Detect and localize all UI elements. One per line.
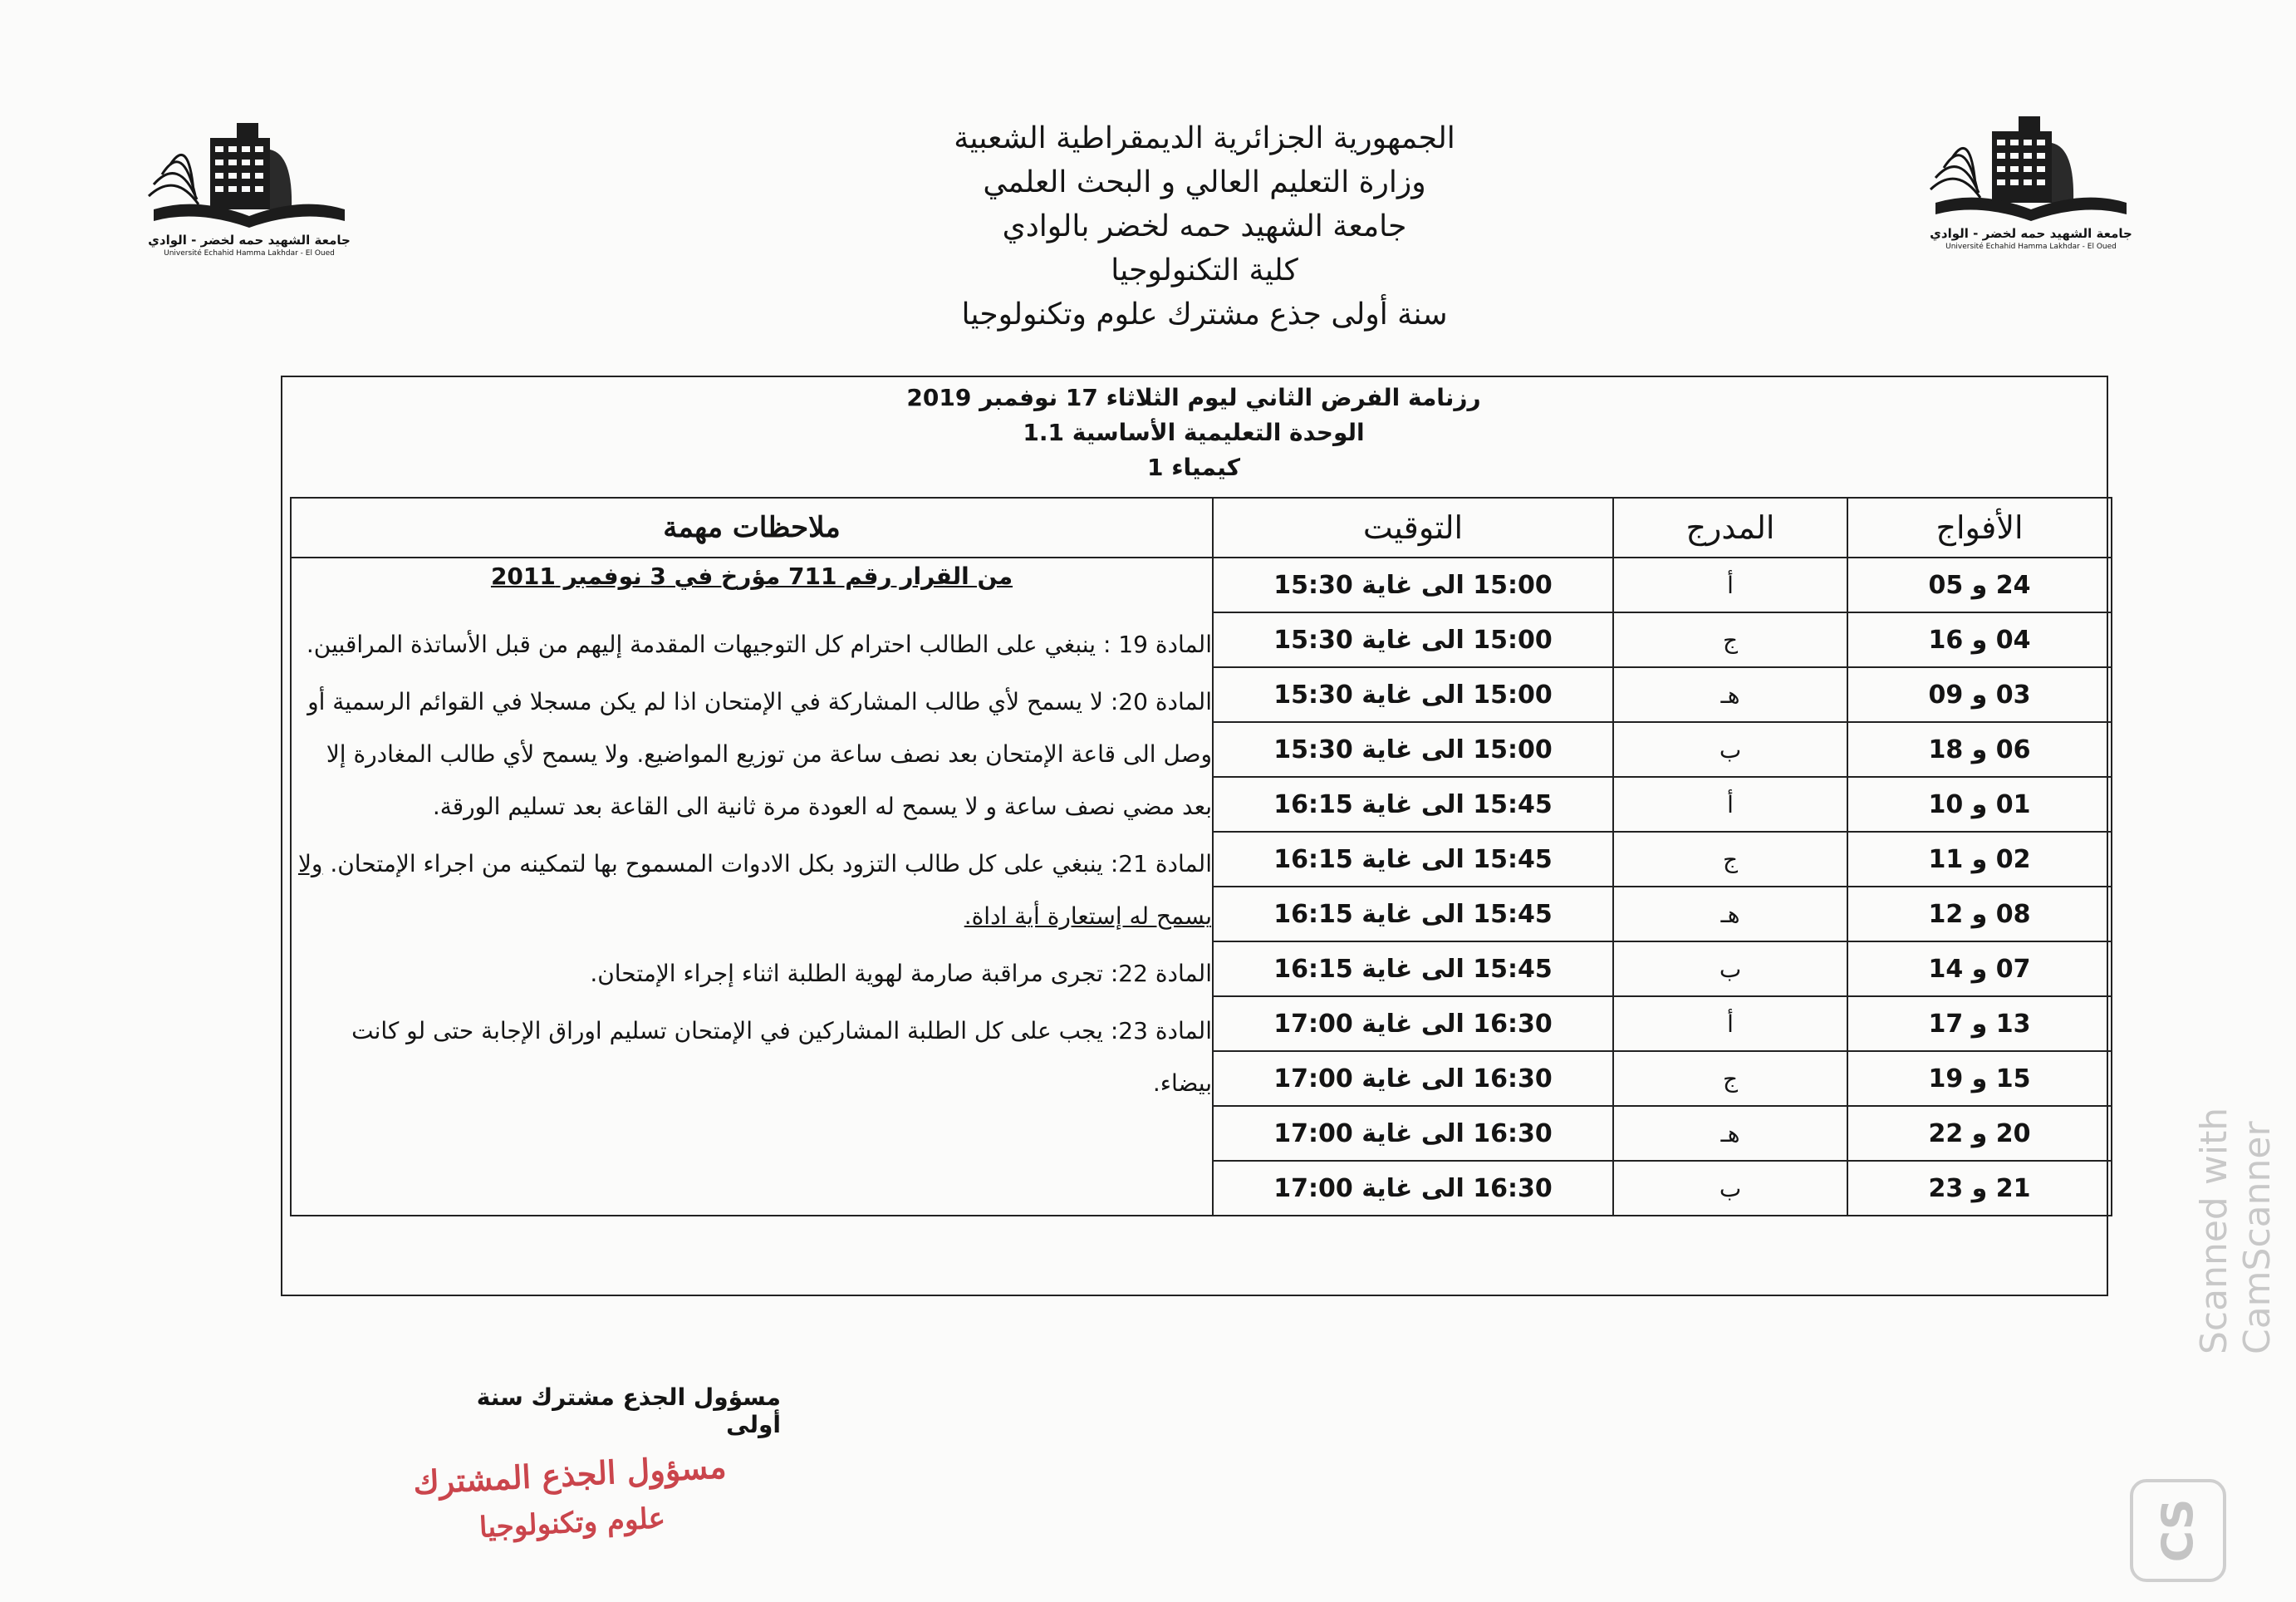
header-hall: المدرج bbox=[1613, 498, 1847, 558]
time-cell: 16:30 الى غاية 17:00 bbox=[1213, 1051, 1613, 1106]
article-21-underlined: ولا يسمح له إستعارة أية اداة. bbox=[297, 850, 1212, 930]
hall-cell: هـ bbox=[1613, 887, 1847, 941]
signer-title: مسؤول الجذع مشترك سنة أولى bbox=[476, 1383, 781, 1438]
university-logo-right bbox=[1927, 110, 2135, 259]
article-22: المادة 22: تجرى مراقبة صارمة لهوية الطلبة اثناء إجراء الإمتحان. bbox=[590, 960, 1212, 987]
time-cell: 16:30 الى غاية 17:00 bbox=[1213, 996, 1613, 1051]
camscanner-logo-icon bbox=[2130, 1479, 2226, 1582]
time-cell: 15:00 الى غاية 15:30 bbox=[1213, 722, 1613, 777]
groups-cell: 01 و 10 bbox=[1847, 777, 2112, 832]
article-19: المادة 19 : ينبغي على الطالب احترام كل التوجيهات المقدمة إليهم من قبل الأساتذة المراقبين. bbox=[306, 631, 1212, 658]
header-ministry: وزارة التعليم العالي و البحث العلمي bbox=[983, 165, 1426, 199]
schedule-title: رزنامة الفرض الثاني ليوم الثلاثاء 17 نوفمبر 2019 bbox=[906, 384, 1481, 411]
university-logo-left bbox=[145, 116, 353, 266]
groups-cell: 13 و 17 bbox=[1847, 996, 2112, 1051]
hall-cell: أ bbox=[1613, 777, 1847, 832]
schedule-subject: كيمياء 1 bbox=[1147, 454, 1240, 481]
header-republic: الجمهورية الجزائرية الديمقراطية الشعبية bbox=[954, 121, 1455, 155]
official-stamp bbox=[378, 1440, 766, 1576]
watermark-line-2: CamScanner bbox=[2236, 1121, 2279, 1354]
hall-cell: ب bbox=[1613, 722, 1847, 777]
header-faculty: كلية التكنولوجيا bbox=[1111, 253, 1298, 287]
logo-caption-arabic: جامعة الشهيد حمه لخضر - الوادي bbox=[1930, 226, 2132, 241]
groups-cell: 02 و 11 bbox=[1847, 832, 2112, 887]
hall-cell: ب bbox=[1613, 941, 1847, 996]
time-cell: 15:00 الى غاية 15:30 bbox=[1213, 667, 1613, 722]
logo-caption-french: Université Echahid Hamma Lakhdar - El Oued bbox=[1945, 243, 2117, 251]
logo-caption-arabic: جامعة الشهيد حمه لخضر - الوادي bbox=[148, 233, 351, 248]
hall-cell: ج bbox=[1613, 1051, 1847, 1106]
stamp-line-2: علوم وتكنولوجيا bbox=[478, 1501, 666, 1545]
groups-cell: 06 و 18 bbox=[1847, 722, 2112, 777]
notes-reference: من القرار رقم 711 مؤرخ في 3 نوفمبر 2011 bbox=[490, 563, 1013, 590]
table-row bbox=[291, 558, 2112, 612]
hall-cell: ج bbox=[1613, 612, 1847, 667]
time-cell: 16:30 الى غاية 17:00 bbox=[1213, 1161, 1613, 1216]
article-21-text: المادة 21: ينبغي على كل طالب التزود بكل الادوات المسموح بها لتمكينه من اجراء الإمتحان. bbox=[330, 850, 1212, 877]
groups-cell: 21 و 23 bbox=[1847, 1161, 2112, 1216]
logo-caption-french: Université Echahid Hamma Lakhdar - El Oued bbox=[164, 249, 335, 258]
groups-cell: 15 و 19 bbox=[1847, 1051, 2112, 1106]
time-cell: 15:45 الى غاية 16:15 bbox=[1213, 777, 1613, 832]
official-header bbox=[748, 116, 1661, 337]
article-20: المادة 20: لا يسمح لأي طالب المشاركة في الإمتحان اذا لم يكن مسجلا في القوائم الرسمية أو وصل الى قاعة الإمتحان بعد نصف ساعة من توزيع المواضيع. ولا يسمح لأي طالب المغادرة إلا بعد مضي نصف ساعة و لا يسمح له العودة مرة ثانية الى القاعة بعد تسليم الورقة. bbox=[307, 688, 1212, 820]
article-21 bbox=[292, 838, 1212, 942]
groups-cell: 07 و 14 bbox=[1847, 941, 2112, 996]
hall-cell: هـ bbox=[1613, 667, 1847, 722]
university-building-book-icon bbox=[1927, 110, 2135, 226]
camscanner-badge-label: CS bbox=[2152, 1498, 2203, 1563]
header-groups: الأفواج bbox=[1847, 498, 2112, 558]
groups-cell: 04 و 16 bbox=[1847, 612, 2112, 667]
time-cell: 15:45 الى غاية 16:15 bbox=[1213, 887, 1613, 941]
schedule-table bbox=[290, 497, 2112, 1216]
time-cell: 15:45 الى غاية 16:15 bbox=[1213, 832, 1613, 887]
hall-cell: هـ bbox=[1613, 1106, 1847, 1161]
watermark-line-1: Scanned with bbox=[2193, 1107, 2235, 1354]
time-cell: 15:45 الى غاية 16:15 bbox=[1213, 941, 1613, 996]
hall-cell: أ bbox=[1613, 996, 1847, 1051]
header-notes: ملاحظات مهمة bbox=[291, 498, 1213, 558]
groups-cell: 08 و 12 bbox=[1847, 887, 2112, 941]
university-building-book-icon bbox=[145, 116, 353, 233]
schedule-unit: الوحدة التعليمية الأساسية 1.1 bbox=[1023, 419, 1365, 446]
hall-cell: ب bbox=[1613, 1161, 1847, 1216]
watermark-text bbox=[2193, 1108, 2279, 1354]
header-university: جامعة الشهيد حمه لخضر بالوادي bbox=[1002, 209, 1407, 243]
schedule-titles bbox=[292, 381, 2095, 497]
header-level: سنة أولى جذع مشترك علوم وتكنولوجيا bbox=[961, 297, 1448, 332]
notes-cell bbox=[291, 558, 1213, 1216]
groups-cell: 03 و 09 bbox=[1847, 667, 2112, 722]
camscanner-watermark bbox=[2127, 1107, 2279, 1595]
table-header-row bbox=[291, 498, 2112, 558]
hall-cell: أ bbox=[1613, 558, 1847, 612]
time-cell: 15:00 الى غاية 15:30 bbox=[1213, 558, 1613, 612]
time-cell: 15:00 الى غاية 15:30 bbox=[1213, 612, 1613, 667]
header-time: التوقيت bbox=[1213, 498, 1613, 558]
stamp-line-1: مسؤول الجذع المشترك bbox=[412, 1447, 728, 1501]
groups-cell: 24 و 05 bbox=[1847, 558, 2112, 612]
time-cell: 16:30 الى غاية 17:00 bbox=[1213, 1106, 1613, 1161]
article-23: المادة 23: يجب على كل الطلبة المشاركين في الإمتحان تسليم اوراق الإجابة حتى لو كانت بيضاء. bbox=[351, 1017, 1212, 1097]
groups-cell: 20 و 22 bbox=[1847, 1106, 2112, 1161]
hall-cell: ج bbox=[1613, 832, 1847, 887]
